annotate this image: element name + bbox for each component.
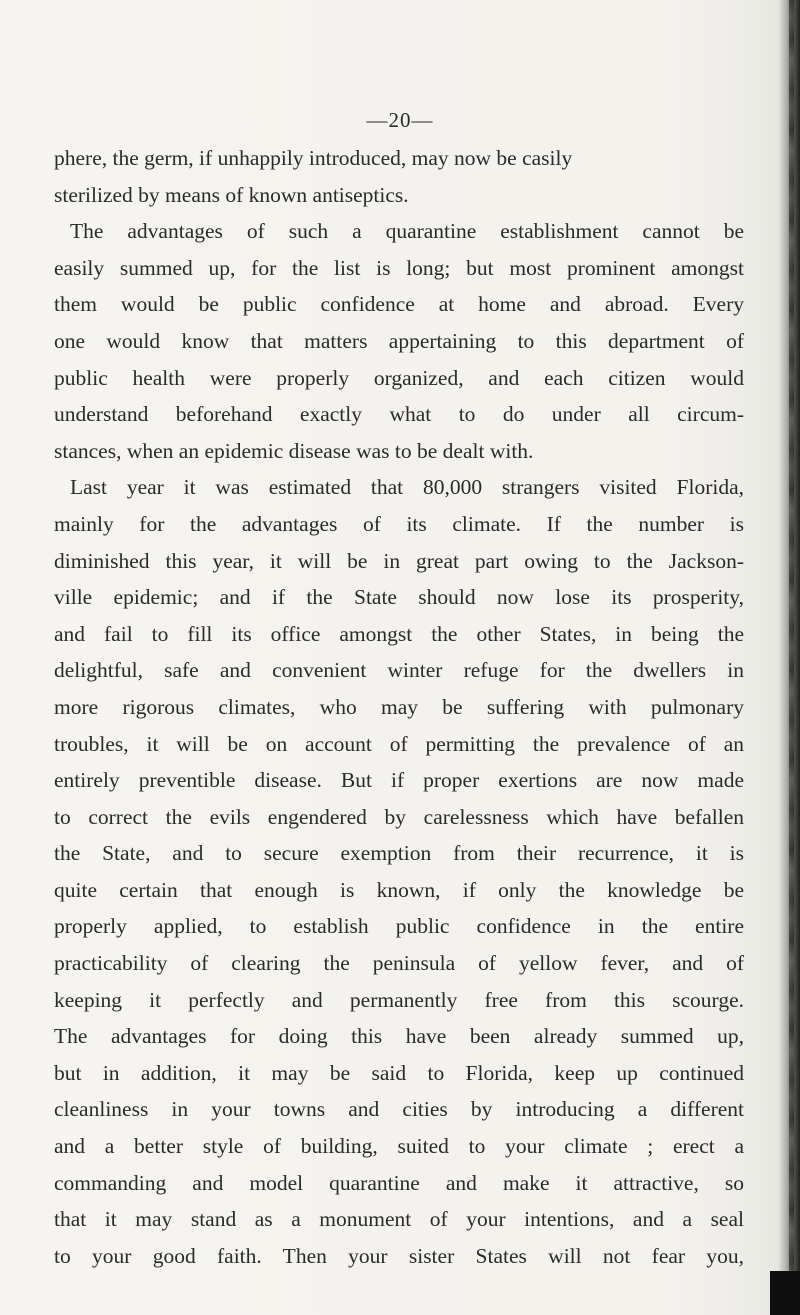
- text-line: that it may stand as a monument of your intentions, and a seal: [54, 1207, 744, 1232]
- text-line: stances, when an epidemic disease was to be dealt with.: [54, 438, 534, 463]
- text-line: entirely preventible disease. But if proper exertions are now made: [54, 768, 744, 793]
- text-line: properly applied, to establish public confidence in the entire: [54, 914, 744, 939]
- text-line: them would be public confidence at home and abroad. Every: [54, 292, 744, 317]
- text-line: quite certain that enough is known, if only the knowledge be: [54, 877, 744, 902]
- text-line: easily summed up, for the list is long; but most prominent amongst: [54, 255, 744, 280]
- text-line: delightful, safe and convenient winter refuge for the dwellers in: [54, 658, 744, 683]
- text-line: public health were properly organized, and each citizen would: [54, 365, 744, 390]
- text-line: more rigorous climates, who may be suffering with pulmonary: [54, 694, 744, 719]
- text-line: phere, the germ, if unhappily introduced, may now be casily: [54, 146, 573, 170]
- text-line: The advantages for doing this have been already summed up,: [54, 1024, 744, 1049]
- text-line: The advantages of such a quarantine establishment cannot be: [70, 219, 744, 244]
- scan-corner-mark: [770, 1271, 800, 1315]
- text-line: understand beforehand exactly what to do under all circum-: [54, 402, 744, 427]
- text-line: mainly for the advantages of its climate. If the number is: [54, 511, 744, 536]
- text-line: commanding and model quarantine and make it attractive, so: [54, 1170, 744, 1195]
- text-line: and fail to fill its office amongst the other States, in being the: [54, 621, 744, 646]
- text-line: one would know that matters appertaining to this department of: [54, 328, 744, 353]
- text-line: cleanliness in your towns and cities by introducing a different: [54, 1097, 744, 1122]
- text-line: Last year it was estimated that 80,000 strangers visited Florida,: [70, 475, 744, 500]
- text-line: ville epidemic; and if the State should now lose its prosperity,: [54, 585, 744, 610]
- page-binding-edge: [789, 0, 794, 1315]
- text-line: troubles, it will be on account of permitting the prevalence of an: [54, 731, 744, 756]
- body-text: [54, 140, 744, 1274]
- text-line: practicability of clearing the peninsula of yellow fever, and of: [54, 951, 744, 976]
- text-line: but in addition, it may be said to Florida, keep up continued: [54, 1060, 744, 1085]
- text-line: keeping it perfectly and permanently free from this scourge.: [54, 987, 744, 1012]
- text-line: to your good faith. Then your sister States will not fear you,: [54, 1243, 744, 1268]
- text-line: diminished this year, it will be in great part owing to the Jackson-: [54, 548, 744, 573]
- page-number: —20—: [366, 108, 434, 132]
- text-line: the State, and to secure exemption from their recurrence, it is: [54, 841, 744, 866]
- text-line: to correct the evils engendered by carelessness which have befallen: [54, 804, 744, 829]
- text-line: sterilized by means of known antiseptics.: [54, 182, 409, 207]
- text-line: and a better style of building, suited to your climate ; erect a: [54, 1134, 744, 1159]
